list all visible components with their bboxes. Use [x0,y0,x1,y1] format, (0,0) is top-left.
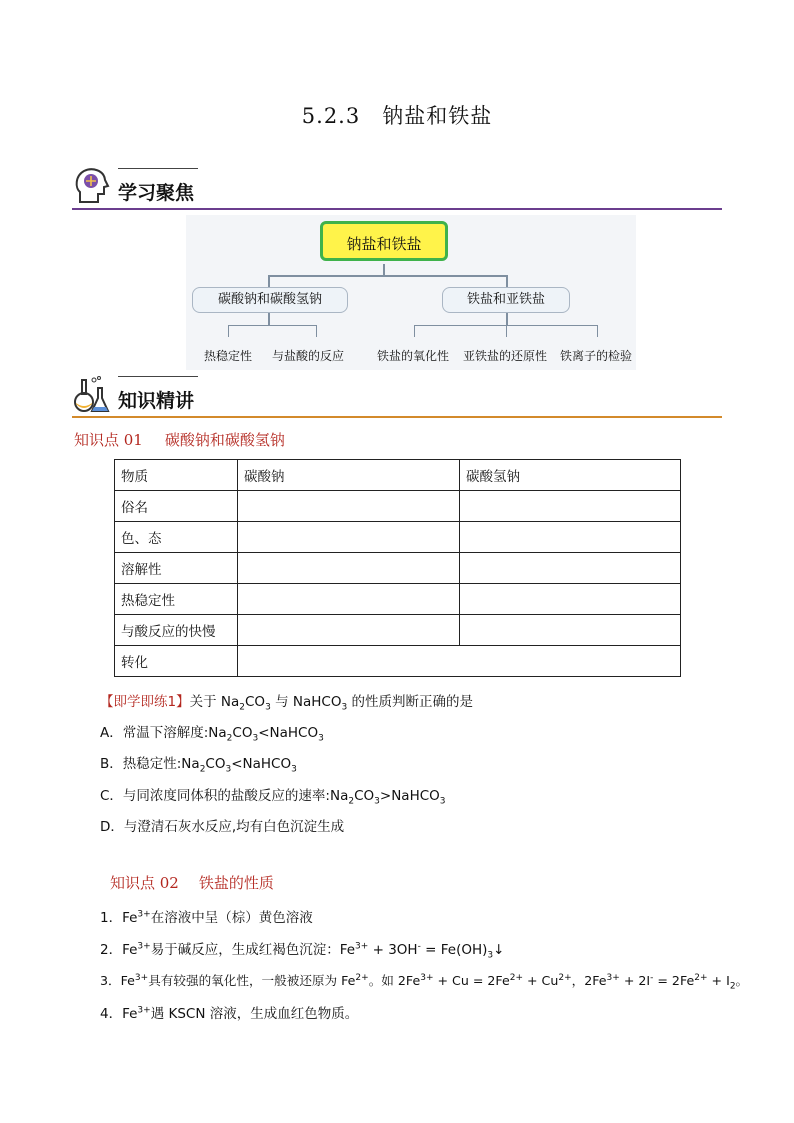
fact-3: 3．$Fe^{3+}$具有较强的氧化性，一般被还原为 $Fe^{2+}$。如 $2Fe^{3+} + Cu = 2Fe^{2+} + Cu^{2+}$，$2Fe^{3+} + 2I^- = 2Fe^{2+} + I_2$。 [100,972,749,992]
answer-cell[interactable] [460,491,681,522]
table-row [115,646,681,677]
mindmap-root: 钠盐和铁盐 [320,221,448,261]
section-overline [118,168,198,169]
answer-cell[interactable] [460,553,681,584]
row-label: 溶解性 [115,553,238,584]
option-c[interactable]: C．与同浓度同体积的盐酸反应的速率$:Na_2CO_3>NaHCO_3$ [100,788,446,807]
fact-2: 2．$Fe^{3+}$易于碱反应，生成红褐色沉淀：$Fe^{3+} + 3OH^-$ = $Fe(OH)_3↓$ [100,941,505,961]
answer-cell[interactable] [238,522,460,553]
brain-head-icon [72,166,112,206]
mindmap-leaf: 铁离子的检验 [560,349,633,363]
connector [268,275,508,277]
mindmap-leaf: 亚铁盐的还原性 [463,349,548,363]
lab-flask-icon [72,374,112,414]
option-d[interactable]: D．与澄清石灰水反应,均有白色沉淀生成 [100,819,345,835]
answer-cell[interactable] [460,522,681,553]
answer-cell[interactable] [460,584,681,615]
section-knowledge [72,374,722,418]
row-label: 与酸反应的快慢 [115,615,238,646]
connector [228,325,229,337]
mindmap-leaf: 铁盐的氧化性 [377,349,450,363]
connector [506,325,507,337]
table-header-cell: 碳酸氢钠 [460,460,681,491]
mind-map [186,215,636,370]
row-label: 俗名 [115,491,238,522]
knowledge-point-01-heading: 知识点 01 碳酸钠和碳酸氢钠 [74,431,285,449]
answer-cell[interactable] [238,491,460,522]
connector [268,275,270,287]
answer-cell[interactable] [460,615,681,646]
answer-cell[interactable] [238,584,460,615]
fact-1: 1．$Fe^{3+}$在溶液中呈（棕）黄色溶液 [100,909,313,926]
answer-cell[interactable] [238,615,460,646]
section-title: 学习聚焦 [118,182,195,204]
connector [268,313,270,325]
table-row [115,522,681,553]
row-label: 色、态 [115,522,238,553]
answer-cell[interactable] [238,646,681,677]
fact-4: 4．$Fe^{3+}$遇 KSCN 溶液，生成血红色物质。 [100,1005,359,1022]
mindmap-leaf: 热稳定性 [204,349,253,363]
page-title: 5.2.3 钠盐和铁盐 [301,104,493,128]
mindmap-branch-iron: 铁盐和亚铁盐 [442,287,570,313]
connector [506,275,508,287]
section-title: 知识精讲 [118,390,195,412]
section-overline [118,376,198,377]
option-b[interactable]: B．热稳定性$:Na_2CO_3<NaHCO_3$ [100,756,297,775]
connector [414,325,415,337]
option-a[interactable]: A．常温下溶解度$:Na_2CO_3<NaHCO_3$ [100,725,324,744]
table-header-cell: 碳酸钠 [238,460,460,491]
connector [228,325,316,326]
section-learning-focus [72,166,722,210]
table-row [115,553,681,584]
properties-table [114,459,681,677]
table-header-row [115,460,681,491]
answer-cell[interactable] [238,553,460,584]
table-row [115,615,681,646]
row-label: 转化 [115,646,238,677]
mindmap-branch-sodium: 碳酸钠和碳酸氢钠 [192,287,348,313]
connector [316,325,317,337]
exercise-stem: 【即学即练1】关于 $Na_2CO_3$ 与 NaHCO$_3$ 的性质判断正确的是 [100,694,473,713]
mindmap-leaf: 与盐酸的反应 [272,349,345,363]
table-row [115,491,681,522]
connector [597,325,598,337]
section-rule [72,416,722,418]
table-header-cell: 物质 [115,460,238,491]
row-label: 热稳定性 [115,584,238,615]
connector [506,313,508,325]
knowledge-point-02-heading: 知识点 02 铁盐的性质 [110,874,274,892]
table-row [115,584,681,615]
section-rule [72,208,722,210]
